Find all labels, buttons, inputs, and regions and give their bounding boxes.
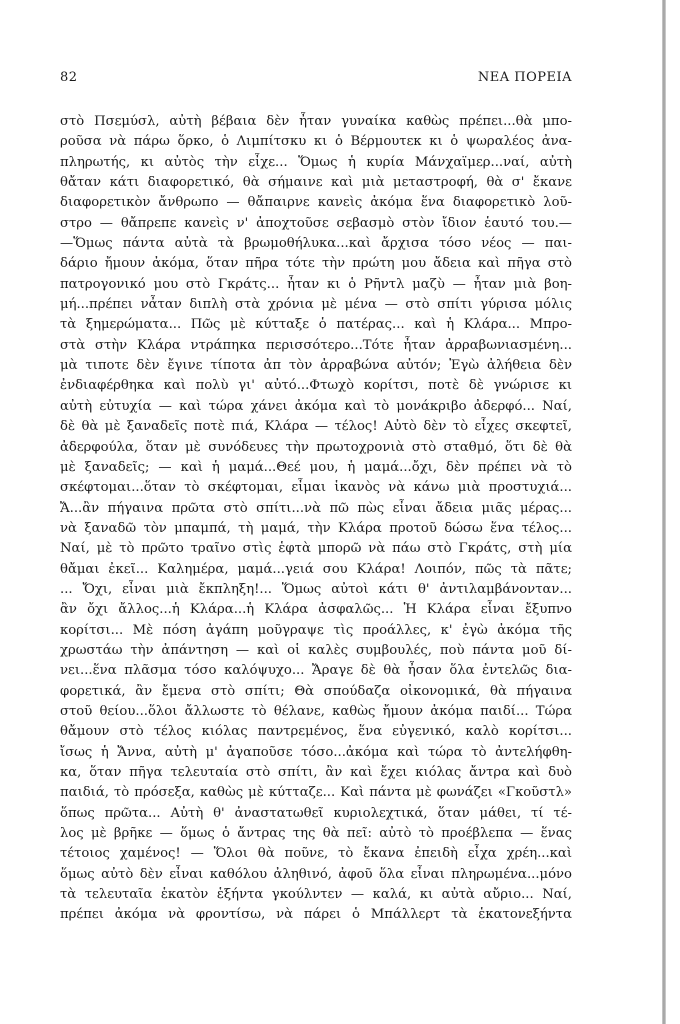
text-line: θἄταν κάτι διαφορετικό, θὰ σήμαινε καὶ μιὰ μεταστροφή, θὰ σ' ἔκανε	[60, 175, 572, 191]
text-line: πρέπει ἀκόμα νὰ φροντίσω, νὰ πάρει ὁ Μπάλλερτ τὰ ἑκατονεξήντα	[60, 907, 572, 923]
text-line: πληρωτής, κι αὐτὸς τὴν εἶχε... Ὅμως ἡ κυρία Μάνχαϊμερ...ναί, αὐτὴ	[60, 154, 572, 170]
running-title: ΝΕΑ ΠΟΡΕΙΑ	[477, 70, 572, 85]
text-line: τὰ ξημερώματα... Πῶς μὲ κύτταξε ὁ πατέρας... καὶ ἡ Κλάρα... Μπρο-	[60, 317, 572, 333]
text-line: τέτοιος χαμένος! — Ὅλοι θὰ ποῦνε, τὸ ἔκανα ἐπειδὴ εἶχα χρέη...καὶ	[60, 846, 572, 862]
text-line: στρο — θἄπρεπε κανεὶς ν' ἀποχτοῦσε σεβασμὸ στὸν ἴδιον ἑαυτό του.—	[60, 215, 572, 231]
text-line: ... Ὄχι, εἶναι μιὰ ἔκπληξη!... Ὅμως αὐτοὶ κάτι θ' ἀντιλαμβάνονταν...	[60, 581, 572, 597]
text-line: λος μὲ βρῆκε — ὅμως ὁ ἄντρας της θὰ πεῖ: αὐτὸ τὸ προέβλεπα — ἕνας	[60, 826, 572, 842]
text-line: φορετικά, ἂν ἔμενα στὸ σπίτι; Θὰ σπούδαζα οἰκονομικά, θὰ πήγαινα	[60, 683, 572, 699]
body-text	[60, 112, 572, 926]
text-line: Ναί, μὲ τὸ πρῶτο τραῖνο στὶς ἑφτὰ μπορῶ νὰ πάω στὸ Γκράτς, στὴ μία	[60, 541, 572, 557]
text-line: σκέφτομαι...ὅταν τὸ σκέφτομαι, εἶμαι ἱκανὸς νὰ κάνω μιὰ προστυχιά...	[60, 480, 572, 496]
text-line: ἴσως ἡ Ἄννα, αὐτὴ μ' ἀγαποῦσε τόσο...ἀκόμα καὶ τώρα τὸ ἀντελήφθη-	[60, 744, 572, 760]
text-line: νει...ἕνα πλᾶσμα τόσο καλόψυχο... Ἄραγε δὲ θὰ ἦσαν ὅλα ἐντελῶς δια-	[60, 663, 572, 679]
text-line: ὅπως πρῶτα... Αὐτὴ θ' ἀναστατωθεῖ κυριολεχτικά, ὅταν μάθει, τί τέ-	[60, 805, 572, 821]
scan-edge-divider	[662, 0, 666, 1024]
text-line: στὰ στὴν Κλάρα ντράπηκα περισσότερο...Τότε ἦταν ἀρραβωνιασμένη...	[60, 337, 572, 353]
text-line: διαφορετικὸν ἄνθρωπο — θἄπαιρνε κανεὶς ἀκόμα ἕνα διαφορετικὸ λοῦ-	[60, 195, 572, 211]
text-line: —Ὅμως πάντα αὐτὰ τὰ βρωμοθήλυκα...καὶ ἄρχισα τόσο νέος — παι-	[60, 236, 572, 252]
text-line: τὰ τελευταῖα ἑκατὸν ἑξήντα γκούλντεν — καλά, κι αὐτὰ αὔριο... Ναί,	[60, 887, 572, 903]
text-line: ἂν ὄχι ἄλλος...ἡ Κλάρα...ἡ Κλάρα ἀσφαλῶς... Ἡ Κλάρα εἶναι ἔξυπνο	[60, 602, 572, 618]
text-line: ὅμως αὐτὸ δὲν εἶναι καθόλου ἀληθινό, ἀφοῦ ὅλα εἶναι πληρωμένα...μόνο	[60, 866, 572, 882]
text-line: μὰ τιποτε δὲν ἔγινε τίποτα ἀπ τὸν ἀρραβώνα αὐτόν; Ἐγὼ ἀλήθεια δὲν	[60, 358, 572, 374]
text-line: δὲ θὰ μὲ ξαναδεῖς ποτὲ πιά, Κλάρα — τέλος! Αὐτὸ δὲν τὸ εἶχες σκεφτεῖ,	[60, 419, 572, 435]
text-line: ἀδερφούλα, ὅταν μὲ συνόδευες τὴν πρωτοχρονιὰ στὸ σταθμό, ὅτι δὲ θὰ	[60, 439, 572, 455]
text-line: χρωστάω τὴν ἀπάντηση — καὶ οἱ καλὲς συμβουλές, ποὺ πάντα μοῦ δί-	[60, 642, 572, 658]
text-line: στὸ Πσεμύσλ, αὐτὴ βέβαια δὲν ἦταν γυναίκα καθὼς πρέπει...θὰ μπο-	[60, 114, 572, 129]
text-line: θἄμαι ἐκεῖ... Καλημέρα, μαμά...γειά σου Κλάρα! Λοιπόν, πῶς τὰ πᾶτε;	[60, 561, 572, 577]
text-line: ἐνδιαφέρθηκα καὶ πολὺ γι' αὐτό...Φτωχὸ κορίτσι, ποτὲ δὲ γνώρισε κι	[60, 378, 572, 394]
text-line: κα, ὅταν πῆγα τελευταία στὸ σπίτι, ἂν καὶ ἔχει κιόλας ἄντρα καὶ δυὸ	[60, 765, 572, 780]
text-line: θἄμουν στὸ τέλος κιόλας παντρεμένος, ἕνα εὐγενικό, καλὸ κορίτσι...	[60, 724, 572, 740]
page-header	[60, 70, 572, 92]
text-line: μή...πρέπει νἆταν διπλὴ στὰ χρόνια μὲ μένα — στὸ σπίτι γύρισα μόλις	[60, 297, 572, 313]
text-line: ροῦσα νὰ πάρω ὅρκο, ὁ Λιμπίτσκυ κι ὁ Βέρμουτεκ κι ὁ ψωραλέος ἀνα-	[60, 134, 572, 150]
text-line: νὰ ξαναδῶ τὸν μπαμπά, τὴ μαμά, τὴν Κλάρα προτοῦ δώσω ἕνα τέλος...	[60, 520, 572, 536]
text-line: μὲ ξαναδεῖς; — καὶ ἡ μαμά...Θεέ μου, ἡ μαμά...ὄχι, δὲν πρέπει νὰ τὸ	[60, 459, 572, 475]
text-line: πατρογονικό μου στὸ Γκράτς... ἦταν κι ὁ Ρῆντλ μαζὺ — ἦταν μιὰ βοη-	[60, 276, 572, 292]
text-line: Ἄ...ἂν πήγαινα πρῶτα στὸ σπίτι...νὰ πῶ πὼς εἶναι ἄδεια μιᾶς μέρας...	[60, 500, 572, 516]
text-line: κορίτσι... Μὲ πόση ἀγάπη μοῦγραψε τὶς προάλλες, κ' ἐγὼ ἀκόμα τῆς	[60, 622, 572, 638]
text-line: δάριο ἤμουν ἀκόμα, ὅταν πῆρα τότε τὴν πρώτη μου ἄδεια καὶ πῆγα στὸ	[60, 256, 572, 272]
text-line: παιδιά, τὸ πρόσεξα, καθὼς μὲ κύτταζε... Καὶ πάντα μὲ φωνάζει «Γκοῦστλ»	[60, 785, 572, 801]
text-line: στοῦ θείου...ὅλοι ἄλλωστε τὸ θέλανε, καθὼς ἤμουν ἀκόμα παιδί... Τώρα	[60, 703, 572, 719]
page-number: 82	[60, 70, 78, 85]
text-line: αὐτὴ εὐτυχία — καὶ τώρα χάνει ἀκόμα καὶ τὸ μονάκριβο ἀδερφό... Ναί,	[60, 398, 572, 414]
